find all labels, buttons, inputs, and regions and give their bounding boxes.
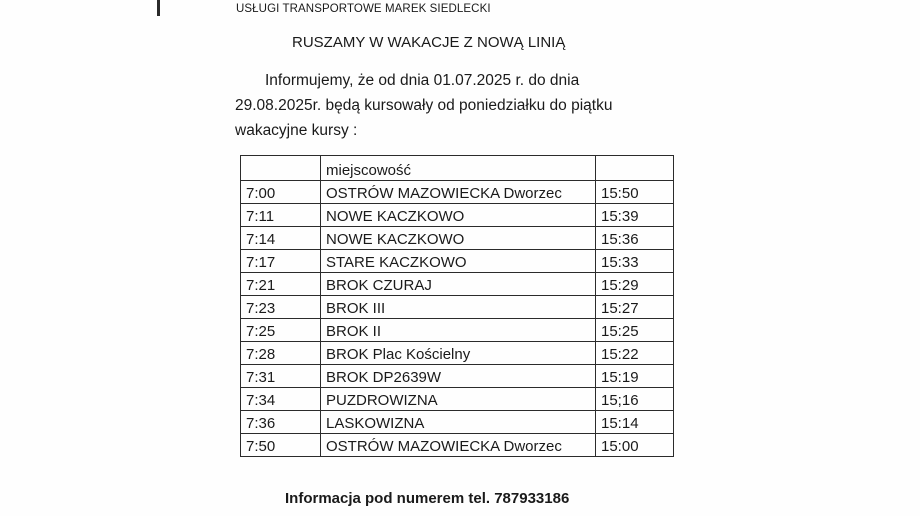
schedule-table <box>240 155 674 457</box>
departure-time-cell: 7:25 <box>241 319 321 342</box>
header-cell <box>241 156 321 181</box>
return-time-cell: 15:27 <box>596 296 674 319</box>
table-row <box>241 204 674 227</box>
departure-time-cell: 7:31 <box>241 365 321 388</box>
return-time-cell: 15:29 <box>596 273 674 296</box>
intro-paragraph <box>235 68 725 143</box>
table-row <box>241 434 674 457</box>
table-row <box>241 227 674 250</box>
stop-name-cell: BROK DP2639W <box>321 365 596 388</box>
stop-name-cell: BROK Plac Kościelny <box>321 342 596 365</box>
return-time-cell: 15:00 <box>596 434 674 457</box>
table-row <box>241 365 674 388</box>
table-row <box>241 181 674 204</box>
departure-time-cell: 7:50 <box>241 434 321 457</box>
stop-name-cell: OSTRÓW MAZOWIECKA Dworzec <box>321 434 596 457</box>
headline: RUSZAMY W WAKACJE Z NOWĄ LINIĄ <box>292 34 566 51</box>
return-time-cell: 15:19 <box>596 365 674 388</box>
stop-name-cell: BROK II <box>321 319 596 342</box>
departure-time-cell: 7:34 <box>241 388 321 411</box>
stop-name-cell: BROK CZURAJ <box>321 273 596 296</box>
stop-name-cell: LASKOWIZNA <box>321 411 596 434</box>
intro-line: Informujemy, że od dnia 01.07.2025 r. do dnia <box>265 72 580 89</box>
intro-line: wakacyjne kursy : <box>235 122 358 139</box>
stop-name-cell: STARE KACZKOWO <box>321 250 596 273</box>
return-time-cell: 15:25 <box>596 319 674 342</box>
table-row <box>241 411 674 434</box>
departure-time-cell: 7:14 <box>241 227 321 250</box>
table-row <box>241 273 674 296</box>
stop-name-cell: OSTRÓW MAZOWIECKA Dworzec <box>321 181 596 204</box>
departure-time-cell: 7:11 <box>241 204 321 227</box>
stop-name-cell: NOWE KACZKOWO <box>321 227 596 250</box>
return-time-cell: 15:36 <box>596 227 674 250</box>
return-time-cell: 15;16 <box>596 388 674 411</box>
table-row <box>241 250 674 273</box>
table-row <box>241 388 674 411</box>
stop-name-cell: PUZDROWIZNA <box>321 388 596 411</box>
company-name: USŁUGI TRANSPORTOWE MAREK SIEDLECKI <box>236 3 491 15</box>
return-time-cell: 15:33 <box>596 250 674 273</box>
scan-mark <box>157 0 160 16</box>
return-time-cell: 15:39 <box>596 204 674 227</box>
header-cell <box>596 156 674 181</box>
table-row <box>241 319 674 342</box>
departure-time-cell: 7:36 <box>241 411 321 434</box>
departure-time-cell: 7:21 <box>241 273 321 296</box>
table-row <box>241 342 674 365</box>
table-header-row <box>241 156 674 181</box>
table-row <box>241 296 674 319</box>
return-time-cell: 15:14 <box>596 411 674 434</box>
return-time-cell: 15:50 <box>596 181 674 204</box>
departure-time-cell: 7:23 <box>241 296 321 319</box>
intro-line: 29.08.2025r. będą kursowały od poniedziałku do piątku <box>235 97 613 114</box>
return-time-cell: 15:22 <box>596 342 674 365</box>
header-cell-locality: miejscowość <box>321 156 596 181</box>
stop-name-cell: NOWE KACZKOWO <box>321 204 596 227</box>
departure-time-cell: 7:17 <box>241 250 321 273</box>
departure-time-cell: 7:00 <box>241 181 321 204</box>
stop-name-cell: BROK III <box>321 296 596 319</box>
contact-info: Informacja pod numerem tel. 787933186 <box>285 490 570 507</box>
departure-time-cell: 7:28 <box>241 342 321 365</box>
